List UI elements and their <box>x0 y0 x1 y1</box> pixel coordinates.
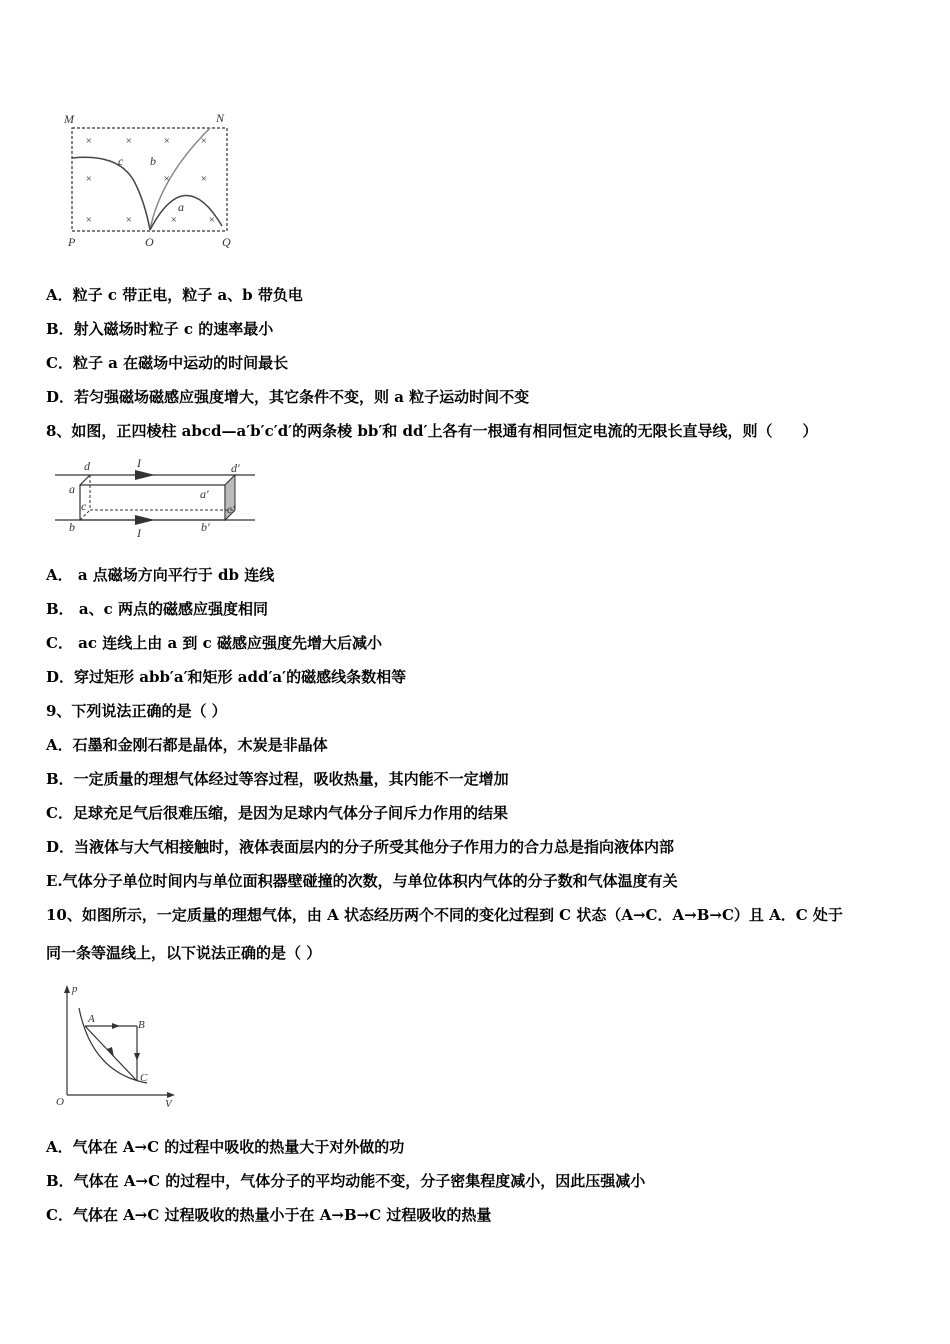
q7-option-b: B．射入磁场时粒子 c 的速率最小 <box>46 320 274 338</box>
label-d-prime: d′ <box>231 461 240 475</box>
label-a: a <box>69 482 75 496</box>
label-a: a <box>178 200 184 214</box>
field-mark: × <box>85 214 93 226</box>
field-mark: × <box>125 135 133 147</box>
q10-stem-line2: 同一条等温线上，以下说法正确的是（ ） <box>46 944 322 962</box>
q10-option-c: C．气体在 A→C 过程吸收的热量小于在 A→B→C 过程吸收的热量 <box>46 1206 492 1224</box>
q8-stem: 8、如图，正四棱柱 abcd—a′b′c′d′的两条棱 bb′和 dd′上各有一根通有相同恒定电流的无限长直导线，则（ ） <box>46 422 818 440</box>
q7-option-c: C．粒子 a 在磁场中运动的时间最长 <box>46 354 289 372</box>
field-mark: × <box>163 135 171 147</box>
label-b: b <box>69 520 75 534</box>
field-mark: × <box>200 135 208 147</box>
label-C: C <box>140 1072 148 1084</box>
q8-option-b: B． a、c 两点的磁感应强度相同 <box>46 600 268 618</box>
label-V: V <box>165 1098 172 1108</box>
label-p: p <box>72 983 78 995</box>
label-O: O <box>145 235 154 249</box>
field-mark: × <box>85 173 93 185</box>
label-I-top: I <box>137 456 141 470</box>
q9-option-a: A．石墨和金刚石都是晶体，木炭是非晶体 <box>46 736 328 754</box>
q8-option-a: A． a 点磁场方向平行于 db 连线 <box>46 566 275 584</box>
label-M: M <box>64 112 74 126</box>
q10-option-a: A．气体在 A→C 的过程中吸收的热量大于对外做的功 <box>46 1138 405 1156</box>
label-a-prime: a′ <box>200 487 209 501</box>
magnetic-field-figure <box>60 108 240 253</box>
field-mark: × <box>163 173 171 185</box>
q8-option-c: C． ac 连线上由 a 到 c 磁感应强度先增大后减小 <box>46 634 382 652</box>
label-d: d <box>84 459 90 473</box>
label-c-prime: c′ <box>227 502 235 516</box>
label-b-prime: b′ <box>201 520 210 534</box>
field-mark: × <box>85 135 93 147</box>
q9-stem: 9、下列说法正确的是（ ） <box>46 702 227 720</box>
q10-stem-line1: 10、如图所示，一定质量的理想气体，由 A 状态经历两个不同的变化过程到 C 状态（A→C．A→B→C）且 A．C 处于 <box>46 906 843 924</box>
label-O: O <box>56 1096 64 1108</box>
q9-option-b: B．一定质量的理想气体经过等容过程，吸收热量，其内能不一定增加 <box>46 770 509 788</box>
q9-option-d: D．当液体与大气相接触时，液体表面层内的分子所受其他分子作用力的合力总是指向液体内部 <box>46 838 675 856</box>
label-Q: Q <box>222 235 231 249</box>
field-mark: × <box>208 214 216 226</box>
label-I-bottom: I <box>137 526 141 540</box>
q9-option-e: E.气体分子单位时间内与单位面积器壁碰撞的次数，与单位体积内气体的分子数和气体温度有关 <box>46 872 678 890</box>
label-B: B <box>138 1019 145 1031</box>
label-N: N <box>216 111 225 125</box>
pv-diagram <box>52 983 182 1108</box>
label-P: P <box>68 235 76 249</box>
q10-option-b: B．气体在 A→C 的过程中，气体分子的平均动能不变，分子密集程度减小，因此压强减小 <box>46 1172 646 1190</box>
q9-option-c: C．足球充足气后很难压缩，是因为足球内气体分子间斥力作用的结果 <box>46 804 508 822</box>
q7-option-a: A．粒子 c 带正电，粒子 a、b 带负电 <box>46 286 303 304</box>
prism-figure <box>55 455 260 540</box>
label-A: A <box>88 1013 95 1025</box>
label-c: c <box>81 499 87 513</box>
label-b: b <box>150 154 156 168</box>
field-mark: × <box>170 214 178 226</box>
field-mark: × <box>200 173 208 185</box>
label-c: c <box>118 154 124 168</box>
field-mark: × <box>125 214 133 226</box>
q8-option-d: D．穿过矩形 abb′a′和矩形 add′a′的磁感线条数相等 <box>46 668 407 686</box>
q7-option-d: D．若匀强磁场磁感应强度增大，其它条件不变，则 a 粒子运动时间不变 <box>46 388 530 406</box>
